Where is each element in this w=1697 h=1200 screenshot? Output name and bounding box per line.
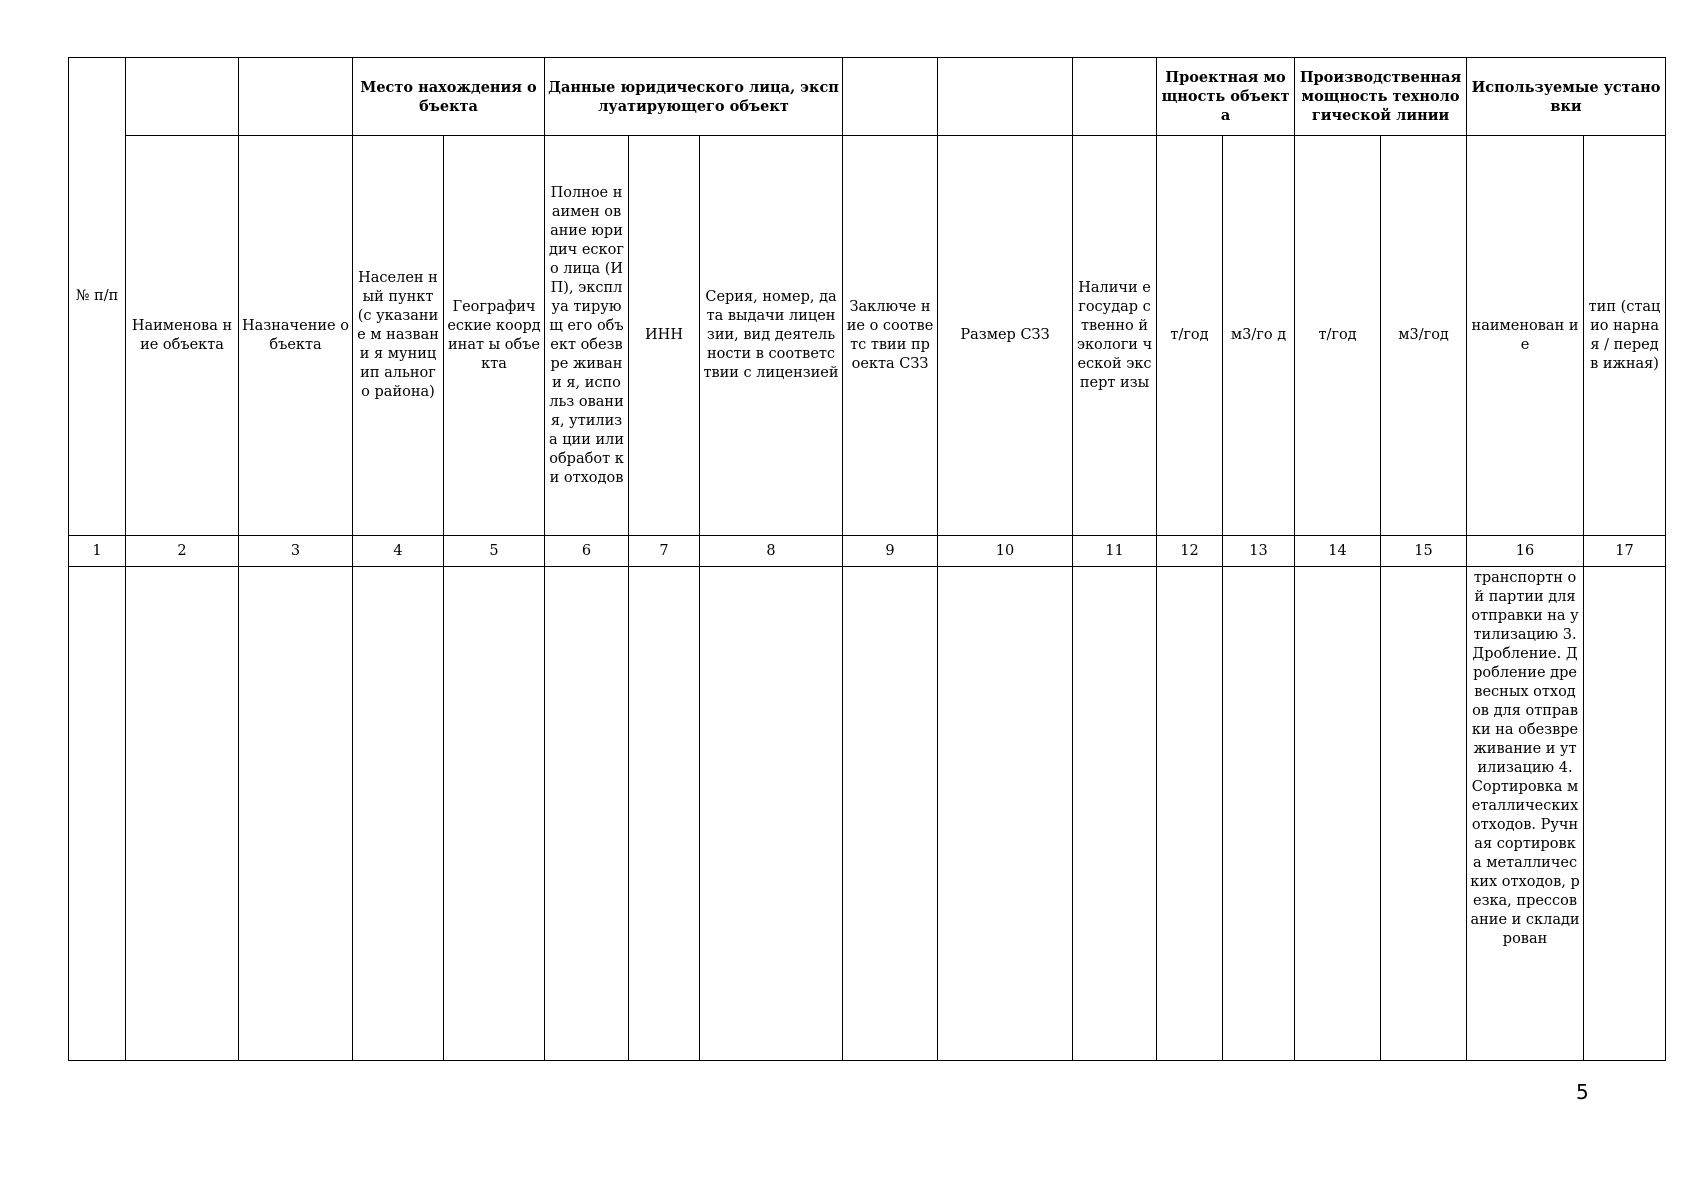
column-number: 17 — [1584, 536, 1666, 567]
column-number-row — [69, 536, 1666, 567]
column-number: 2 — [126, 536, 239, 567]
table-cell — [69, 567, 126, 1061]
waste-objects-table — [68, 57, 1666, 1061]
column-number: 1 — [69, 536, 126, 567]
column-number: 9 — [843, 536, 938, 567]
empty-header-cell — [239, 58, 353, 136]
column-number: 6 — [545, 536, 629, 567]
table-cell — [1073, 567, 1157, 1061]
group-header-installations: Используемые установки — [1467, 58, 1666, 136]
column-number: 5 — [444, 536, 545, 567]
column-number: 3 — [239, 536, 353, 567]
page-number: 5 — [1576, 1080, 1589, 1104]
column-number: 8 — [700, 536, 843, 567]
col-header-7: ИНН — [629, 136, 700, 536]
table-cell — [1584, 567, 1666, 1061]
table-cell — [1295, 567, 1381, 1061]
header-row-groups — [69, 58, 1666, 136]
column-number: 7 — [629, 536, 700, 567]
table-cell — [1223, 567, 1295, 1061]
table-row — [69, 567, 1666, 1061]
table-cell — [843, 567, 938, 1061]
col-header-5: Географич еские координат ы объекта — [444, 136, 545, 536]
column-number: 16 — [1467, 536, 1584, 567]
col-header-13: м3/го д — [1223, 136, 1295, 536]
column-number: 11 — [1073, 536, 1157, 567]
table-cell — [239, 567, 353, 1061]
table-cell — [545, 567, 629, 1061]
col-header-1: № п/п — [69, 58, 126, 536]
col-header-12: т/год — [1157, 136, 1223, 536]
column-number: 12 — [1157, 536, 1223, 567]
col-header-10: Размер СЗЗ — [938, 136, 1073, 536]
col-header-16: наименован ие — [1467, 136, 1584, 536]
installations-name-cell: транспортн ой партии для отправки на утилизацию 3. Дробление. Дробление древесных отходов для отправки на обезвреживание и утилизацию 4. Сортировка металлических отходов. Ручная сортировка металлических отходов, резка, прессование и складирован — [1467, 567, 1584, 1061]
empty-header-cell — [843, 58, 938, 136]
column-number: 4 — [353, 536, 444, 567]
col-header-14: т/год — [1295, 136, 1381, 536]
table-cell — [1157, 567, 1223, 1061]
empty-header-cell — [938, 58, 1073, 136]
col-header-15: м3/год — [1381, 136, 1467, 536]
group-header-design-capacity: Проектная мощность объекта — [1157, 58, 1295, 136]
col-header-17: тип (стацио нарная / передв ижная) — [1584, 136, 1666, 536]
empty-header-cell — [126, 58, 239, 136]
table-cell — [126, 567, 239, 1061]
table-cell — [629, 567, 700, 1061]
column-number: 13 — [1223, 536, 1295, 567]
col-header-9: Заключе ние о соответс твии проекта СЗЗ — [843, 136, 938, 536]
table-cell — [938, 567, 1073, 1061]
table-cell — [1381, 567, 1467, 1061]
header-row-columns — [69, 136, 1666, 536]
col-header-2: Наименова ние объекта — [126, 136, 239, 536]
column-number: 10 — [938, 536, 1073, 567]
empty-header-cell — [1073, 58, 1157, 136]
document-sheet — [68, 57, 1665, 1061]
group-header-location: Место нахождения объекта — [353, 58, 545, 136]
column-number: 14 — [1295, 536, 1381, 567]
table-cell — [444, 567, 545, 1061]
column-number: 15 — [1381, 536, 1467, 567]
col-header-8: Серия, номер, дата выдачи лицензии, вид деятельности в соответствии с лицензией — [700, 136, 843, 536]
col-header-11: Наличи е государ ственно й экологи ческой эксперт изы — [1073, 136, 1157, 536]
col-header-3: Назначение объекта — [239, 136, 353, 536]
table-cell — [700, 567, 843, 1061]
group-header-legal: Данные юридического лица, эксплуатирующего объект — [545, 58, 843, 136]
group-header-production-capacity: Производственная мощность технологической линии — [1295, 58, 1467, 136]
table-cell — [353, 567, 444, 1061]
col-header-6: Полное наимен ование юридич еского лица (ИП), эксплуа тирующ его объект обезвре живани я, использ ования, утилиза ции или обработ ки отходов — [545, 136, 629, 536]
col-header-4: Населен ный пункт (с указание м названи я муницип ального района) — [353, 136, 444, 536]
